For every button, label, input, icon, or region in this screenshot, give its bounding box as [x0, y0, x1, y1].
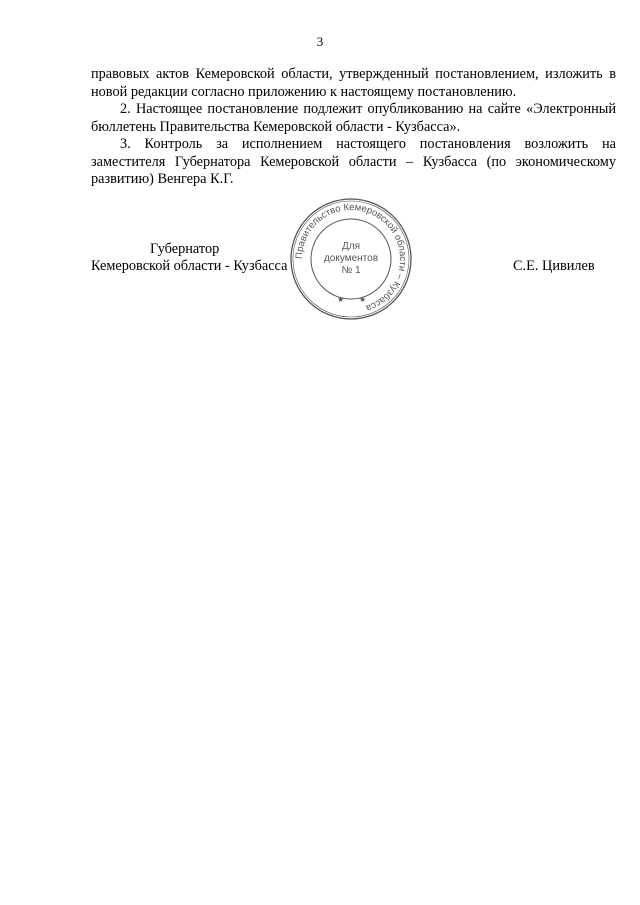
seal-center-line-1: Для: [341, 241, 361, 252]
paragraph-continuation: правовых актов Кемеровской области, утвержденный постановлением, изложить в новой редакции согласно приложению к настоящему постановлению.: [91, 66, 616, 100]
seal-graphic: [289, 197, 413, 321]
official-seal: [289, 197, 413, 321]
seal-star-left-icon: ★: [337, 295, 345, 304]
signature-name: С.Е. Цивилев: [513, 258, 595, 274]
seal-center-line-3: № 1: [341, 265, 361, 276]
signature-title-line-2: Кемеровской области - Кузбасса: [91, 258, 288, 274]
paragraph-2: 2. Настоящее постановление подлежит опубликованию на сайте «Электронный бюллетень Правительства Кемеровской области - Кузбасса».: [91, 101, 616, 135]
seal-ring-textpath: Правительство Кемеровской области – Кузбасса: [293, 201, 409, 314]
paragraph-3: 3. Контроль за исполнением настоящего постановления возложить на заместителя Губернатора Кемеровской области – Кузбасса (по экономическому развитию) Венгера К.Г.: [91, 136, 616, 187]
signature-title-line-1: Губернатор: [150, 241, 220, 257]
page-number: 3: [316, 34, 324, 49]
seal-center-line-2: документов: [323, 253, 379, 264]
document-body: [91, 66, 616, 189]
seal-star-right-icon: ★: [359, 295, 367, 304]
